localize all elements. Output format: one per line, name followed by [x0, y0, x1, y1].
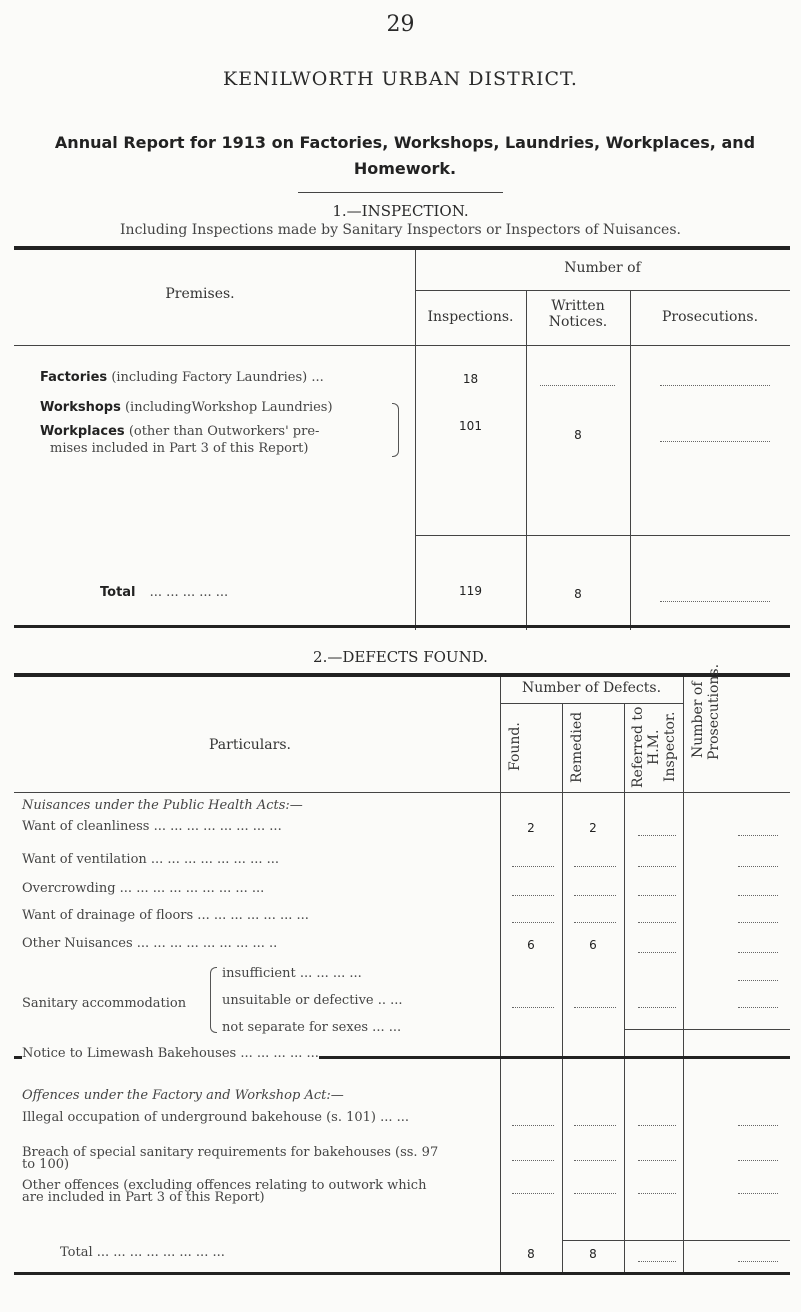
- row-limewash: Notice to Limewash Bakehouses ... ... ... ... ...: [22, 1046, 319, 1061]
- section1-title: 1.—INSPECTION.: [332, 202, 469, 220]
- header-num-prosecutions: Number of Prosecutions.: [690, 663, 722, 760]
- section1-subtitle: Including Inspections made by Sanitary Inspectors or Inspectors of Nuisances.: [120, 222, 681, 238]
- header-remedied: Remedied: [569, 711, 585, 783]
- want-cleanliness-remedied: 2: [589, 821, 597, 835]
- want-cleanliness-found: 2: [527, 821, 535, 835]
- header-premises: Premises.: [165, 286, 235, 302]
- sanitary-brace: [210, 967, 217, 1033]
- district-title: KENILWORTH URBAN DISTRICT.: [223, 68, 578, 90]
- total-inspections: 119: [459, 584, 482, 598]
- header-number-of-defects: Number of Defects.: [521, 680, 662, 696]
- header-particulars: Particulars.: [209, 737, 291, 753]
- workshops-inspections: 101: [459, 419, 482, 433]
- row-workplaces: Workplaces (other than Outworkers' pre-: [40, 424, 320, 439]
- table2-final-rule: [14, 1272, 790, 1275]
- row-sanitary-accommodation: Sanitary accommodation: [22, 996, 187, 1011]
- brace: [392, 403, 399, 457]
- row-workplaces-cont: mises included in Part 3 of this Report): [50, 441, 309, 456]
- total-found: 8: [527, 1247, 535, 1261]
- other-nuisances-remedied: 6: [589, 938, 597, 952]
- row-illegal-occupation: Illegal occupation of underground bakehouse (s. 101) ... ...: [22, 1110, 410, 1125]
- report-title-line2: Homework.: [353, 159, 457, 178]
- total-remedied: 8: [589, 1247, 597, 1261]
- group-offences-title: Offences under the Factory and Workshop Act:—: [22, 1088, 344, 1103]
- header-found: Found.: [507, 722, 523, 772]
- row-total: Total ... ... ... ... ... ... ... ...: [60, 1245, 225, 1260]
- table-top-rule: [14, 246, 790, 250]
- row-other-offences: Other offences (excluding offences relating to outwork which are included in Part 3 of this Report): [22, 1178, 427, 1205]
- table-bottom-rule: [14, 625, 790, 628]
- sanitary-insufficient: insufficient ... ... ... ...: [222, 966, 362, 981]
- table2-top-rule: [14, 673, 790, 677]
- divider: [298, 192, 503, 193]
- sanitary-unsuitable: unsuitable or defective .. ...: [222, 993, 403, 1008]
- header-inspections: Inspections.: [427, 309, 514, 325]
- row-want-ventilation: Want of ventilation ... ... ... ... ... ... ... ...: [22, 852, 279, 867]
- row-workshops: Workshops (includingWorkshop Laundries): [40, 400, 333, 415]
- row-overcrowding: Overcrowding ... ... ... ... ... ... ... ... ...: [22, 881, 265, 896]
- group-nuisances-title: Nuisances under the Public Health Acts:—: [22, 798, 303, 813]
- row-factories: Factories (including Factory Laundries) ...: [40, 370, 324, 385]
- other-nuisances-found: 6: [527, 938, 535, 952]
- row-breach-sanitary: Breach of special sanitary requirements for bakehouses (ss. 97 to 100): [22, 1145, 439, 1172]
- header-number-of: Number of: [564, 260, 641, 276]
- sanitary-not-separate: not separate for sexes ... ...: [222, 1020, 402, 1035]
- section2-title: 2.—DEFECTS FOUND.: [313, 648, 488, 666]
- header-prosecutions: Prosecutions.: [661, 309, 759, 325]
- report-title-line1: Annual Report for 1913 on Factories, Workshops, Laundries, Workplaces, and: [54, 133, 756, 152]
- header-referred: Referred to H.M. Inspector.: [630, 706, 678, 788]
- total-notices: 8: [574, 587, 582, 601]
- page-number: 29: [386, 12, 415, 37]
- report-title: [40, 130, 770, 182]
- header-written-notices: Written Notices.: [548, 298, 608, 330]
- row-want-cleanliness: Want of cleanliness ... ... ... ... ... ... ... ...: [22, 819, 282, 834]
- total-row-label: Total ... ... ... ... ...: [100, 585, 229, 600]
- workshops-notices: 8: [574, 428, 582, 442]
- row-want-drainage: Want of drainage of floors ... ... ... ... ... ... ...: [22, 908, 309, 923]
- factories-inspections: 18: [462, 372, 479, 386]
- row-other-nuisances: Other Nuisances ... ... ... ... ... ... ... ... ..: [22, 936, 278, 951]
